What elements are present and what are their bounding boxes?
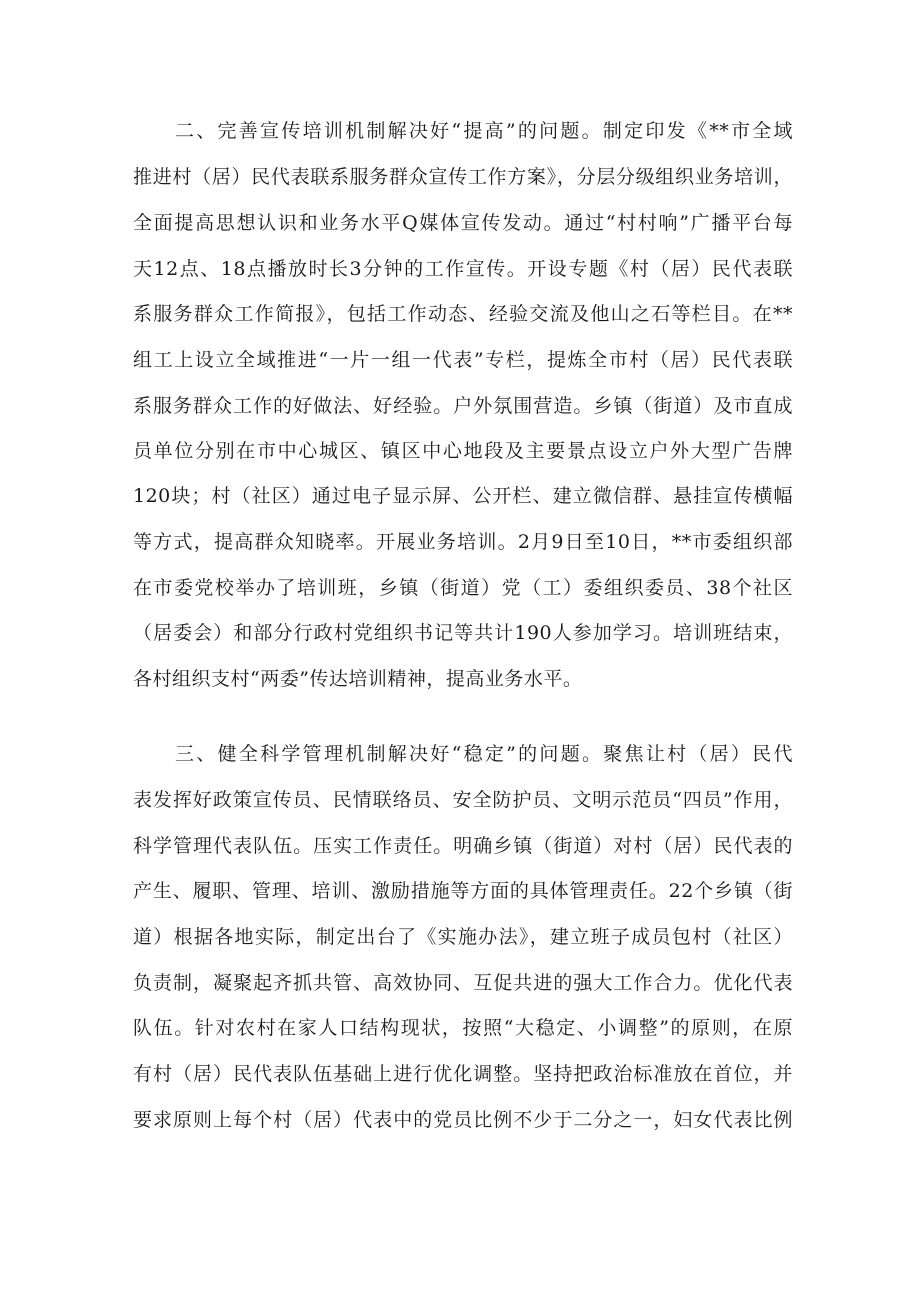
text-line: 员单位分别在市中心城区、镇区中心地段及主要景点设立户外大型广告牌 [133,440,793,462]
text-line: （居委会）和部分行政村党组织书记等共计190人参加学习。培训班结束， [133,622,793,644]
text-line: 组工上设立全域推进“一片一组一代表”专栏，提炼全市村（居）民代表联 [133,349,793,371]
text-line: 道）根据各地实际，制定出台了《实施办法》，建立班子成员包村（社区） [133,926,793,948]
text-line: 要求原则上每个村（居）代表中的党员比例不少于二分之一，妇女代表比例 [133,1109,793,1131]
text-line: 等方式，提高群众知晓率。开展业务培训。2月9日至10日，**市委组织部 [133,531,793,553]
text-line: 天12点、18点播放时长3分钟的工作宣传。开设专题《村（居）民代表联 [133,258,793,280]
text-line: 表发挥好政策宣传员、民情联络员、安全防护员、文明示范员“四员”作用， [133,789,793,811]
text-line: 各村组织支村“两委”传达培训精神，提高业务水平。 [133,668,583,690]
text-line: 系服务群众工作简报》，包括工作动态、经验交流及他山之石等栏目。在** [133,303,793,325]
text-line: 全面提高思想认识和业务水平Q媒体宣传发动。通过“村村响”广播平台每 [133,212,793,234]
text-line: 有村（居）民代表队伍基础上进行优化调整。坚持把政治标准放在首位，并 [133,1063,793,1085]
text-line: 负责制，凝聚起齐抓共管、高效协同、互促共进的强大工作合力。优化代表 [133,972,793,994]
text-line: 在市委党校举办了培训班，乡镇（街道）党（工）委组织委员、38个社区 [133,577,793,599]
text-line: 120块；村（社区）通过电子显示屏、公开栏、建立微信群、悬挂宣传横幅 [133,485,793,507]
text-line: 系服务群众工作的好做法、好经验。户外氛围营造。乡镇（街道）及市直成 [133,395,793,417]
text-line: 科学管理代表队伍。压实工作责任。明确乡镇（街道）对村（居）民代表的 [133,835,793,857]
text-line: 产生、履职、管理、培训、激励措施等方面的具体管理责任。22个乡镇（街 [133,880,793,902]
text-line: 二、完善宣传培训机制解决好“提高”的问题。制定印发《**市全域 [175,120,793,142]
text-line: 推进村（居）民代表联系服务群众宣传工作方案》，分层分级组织业务培训， [133,166,793,188]
text-line: 队伍。针对农村在家人口结构现状，按照“大稳定、小调整”的原则，在原 [133,1017,793,1039]
text-line: 三、健全科学管理机制解决好“稳定”的问题。聚焦让村（居）民代 [175,743,793,765]
